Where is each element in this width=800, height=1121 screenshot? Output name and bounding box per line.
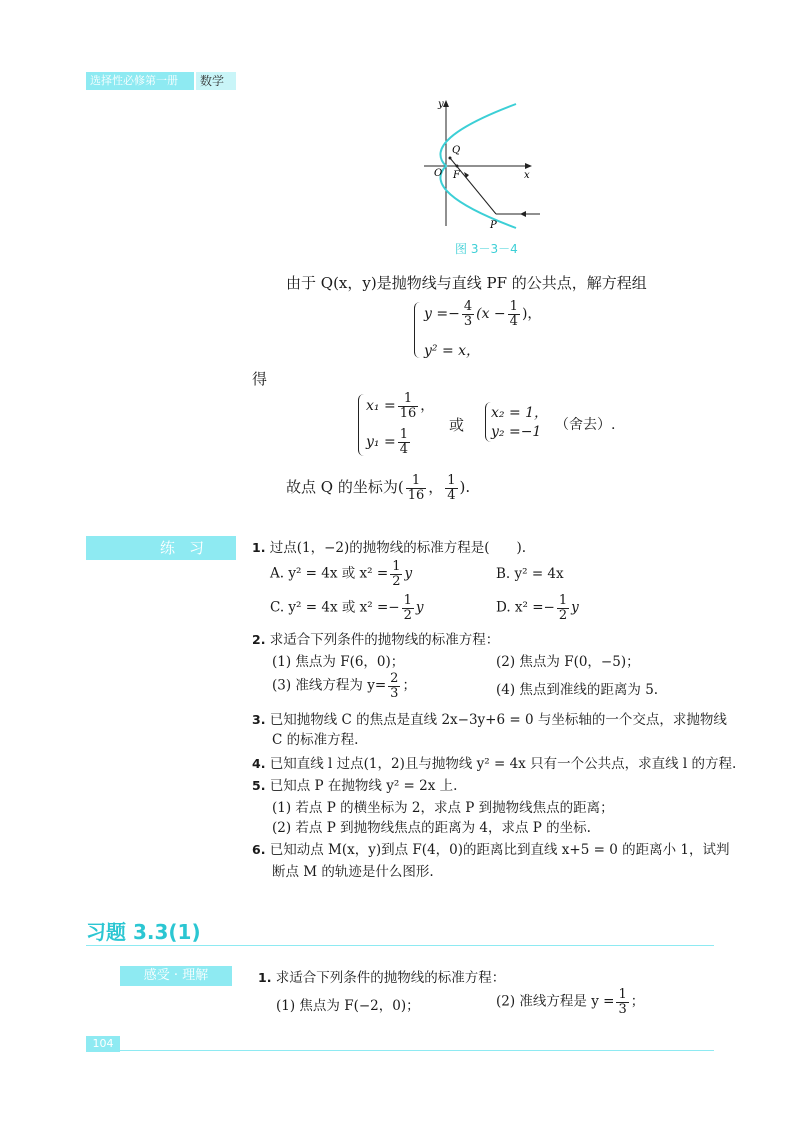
system-eq-2: y² = x，: [424, 343, 481, 359]
exercise-q1-part-1: (1) 焦点为 F(−2，0)；: [276, 998, 420, 1014]
label-o: O: [434, 168, 443, 179]
q2-part-1: (1) 焦点为 F(6，0)；: [272, 654, 405, 670]
point-q: [449, 157, 452, 160]
exercise-q1-part-2: (2) 准线方程是 y = $\frac{1}{3}$ ；: [496, 987, 645, 1017]
solution1-y: y₁ = $\frac{1}{4}$: [366, 427, 408, 457]
q1-option-a: A. y² = 4x 或 x² = $\frac{1}{2}$ y: [270, 559, 413, 589]
q5-part-1: (1) 若点 P 的横坐标为 2，求点 P 到抛物线焦点的距离；: [272, 800, 614, 816]
label-q: Q: [452, 145, 461, 156]
solution2-x: x₂ = 1，: [491, 405, 549, 421]
point-f: [456, 165, 459, 168]
exercise-q1: 1. 求适合下列条件的抛物线的标准方程：: [258, 970, 506, 986]
practice-q1: 1. 过点(1，−2)的抛物线的标准方程是( ).: [252, 540, 527, 556]
practice-q3-l2: C 的标准方程.: [272, 732, 359, 748]
q1-option-b: B. y² = 4x: [496, 566, 564, 582]
book-title: 选择性必修第一册: [86, 72, 194, 90]
footer-rule: [120, 1050, 714, 1051]
q5-part-2: (2) 若点 P 到抛物线焦点的距离为 4，求点 P 的坐标.: [272, 820, 591, 836]
system-brace: [414, 302, 421, 358]
practice-q6-l2: 断点 M 的轨迹是什么图形.: [272, 864, 434, 880]
practice-q3-l1: 3. 已知抛物线 C 的焦点是直线 2x−3y+6 = 0 与坐标轴的一个交点，求抛物线: [252, 712, 727, 728]
page-number: 104: [86, 1036, 120, 1052]
q1-option-c: C. y² = 4x 或 x² =− $\frac{1}{2}$ y: [270, 593, 424, 623]
label-x: x: [524, 170, 530, 181]
label-f: F: [453, 170, 460, 181]
solution2-y: y₂ =−1: [491, 424, 542, 440]
solution1-brace: [358, 394, 365, 456]
de-label: 得: [252, 370, 268, 388]
header-tag: [86, 72, 234, 90]
solution-line-1: 由于 Q(x，y)是抛物线与直线 PF 的公共点，解方程组: [286, 274, 647, 292]
q1-option-d: D. x² =− $\frac{1}{2}$ y: [496, 593, 579, 623]
practice-q6-l1: 6. 已知动点 M(x，y)到点 F(4，0)的距离比到直线 x+5 = 0 的距离小 1，试判: [252, 842, 730, 858]
figure-caption: 图 3－3－4: [455, 242, 518, 256]
exercise-title: 习题 3.3(1): [86, 920, 201, 944]
subject-label: 数学: [196, 72, 236, 90]
solution1-x: x₁ = $\frac{1}{16}$ ，: [366, 391, 435, 421]
label-y: y: [438, 99, 444, 110]
practice-q2: 2. 求适合下列条件的抛物线的标准方程：: [252, 632, 500, 648]
q2-part-4: (4) 焦点到准线的距离为 5.: [496, 682, 659, 698]
q2-part-2: (2) 焦点为 F(0，−5)；: [496, 654, 640, 670]
q2-part-3: (3) 准线方程为 y= $\frac{2}{3}$ ；: [272, 671, 416, 701]
practice-heading: 练习: [86, 536, 236, 560]
label-p: P: [490, 220, 497, 231]
y-axis-arrow: [443, 100, 449, 107]
system-eq-1: y =− $\frac{4}{3}$ (x − $\frac{1}{4}$ )，: [424, 299, 542, 329]
exercise-rule: [86, 945, 714, 946]
practice-q5: 5. 已知点 P 在抛物线 y² = 2x 上.: [252, 778, 458, 794]
x-axis-arrow: [525, 163, 532, 169]
solution2-note: （舍去）.: [555, 417, 616, 433]
conclusion: 故点 Q 的坐标为( $\frac{1}{16}$ ， $\frac{1}{4}$ ).: [286, 473, 471, 503]
incoming-arrow: [520, 211, 526, 217]
or-label: 或: [449, 416, 465, 434]
exercise-subheading: 感受 · 理解: [120, 966, 232, 986]
reflection-arrow: [464, 172, 469, 178]
practice-q4: 4. 已知直线 l 过点(1，2)且与抛物线 y² = 4x 只有一个公共点，求直线 l 的方程.: [252, 756, 737, 772]
